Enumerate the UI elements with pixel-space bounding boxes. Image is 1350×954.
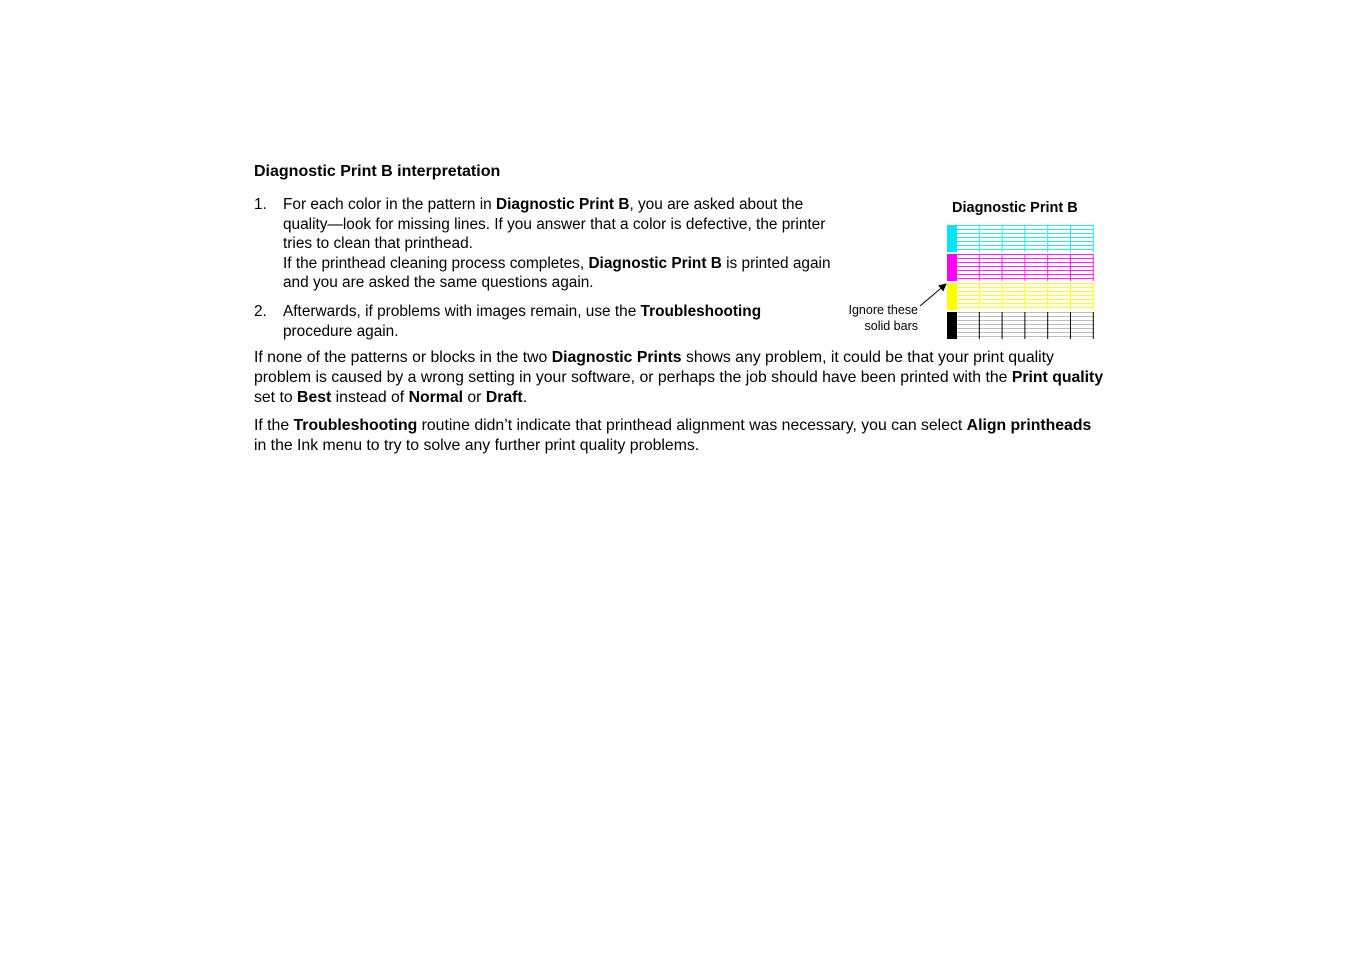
magenta-solid-bar: [947, 254, 957, 281]
numbered-steps: [254, 195, 834, 350]
black-solid-bar: [947, 312, 957, 339]
cyan-line-pattern: [957, 225, 1094, 252]
step-text: If the printhead cleaning process completes, Diagnostic Print B is printed again and you are asked the same questions again.: [283, 254, 831, 292]
step-number: 1.: [254, 196, 267, 213]
black-line-pattern: [957, 312, 1094, 339]
step-number: 2.: [254, 302, 267, 320]
step-item: [254, 302, 834, 341]
cyan-pattern-row: [947, 225, 1094, 252]
body-paragraph: If none of the patterns or blocks in the two Diagnostic Prints shows any problem, it could be that your print quality problem is caused by a wrong setting in your software, or perhaps the job should have been printed with the Print quality set to Best instead of Normal or Draft.: [254, 349, 1104, 406]
magenta-line-pattern: [957, 254, 1094, 281]
yellow-pattern-row: [947, 283, 1094, 310]
step-text: Afterwards, if problems with images remain, use the Troubleshooting procedure again.: [283, 302, 762, 340]
cyan-solid-bar: [947, 225, 957, 252]
step-text: For each color in the pattern in Diagnostic Print B, you are asked about the quality—look for missing lines. If you answer that a color is defective, the printer tries to clean that printhead.: [283, 196, 826, 253]
figure-title: Diagnostic Print B: [952, 200, 1078, 216]
callout-text: solid bars: [864, 319, 918, 333]
yellow-solid-bar: [947, 283, 957, 310]
page-heading: Diagnostic Print B interpretation: [254, 163, 501, 180]
solid-bars-callout: [840, 302, 918, 334]
step-item: [254, 195, 834, 293]
yellow-line-pattern: [957, 283, 1094, 310]
diagnostic-print-b-figure: [840, 196, 1110, 346]
magenta-pattern-row: [947, 254, 1094, 281]
black-pattern-row: [947, 312, 1094, 339]
body-paragraph: If the Troubleshooting routine didn’t indicate that printhead alignment was necessary, you can select Align printheads in the Ink menu to try to solve any further print quality problems.: [254, 417, 1092, 454]
callout-text: Ignore these: [848, 303, 918, 317]
